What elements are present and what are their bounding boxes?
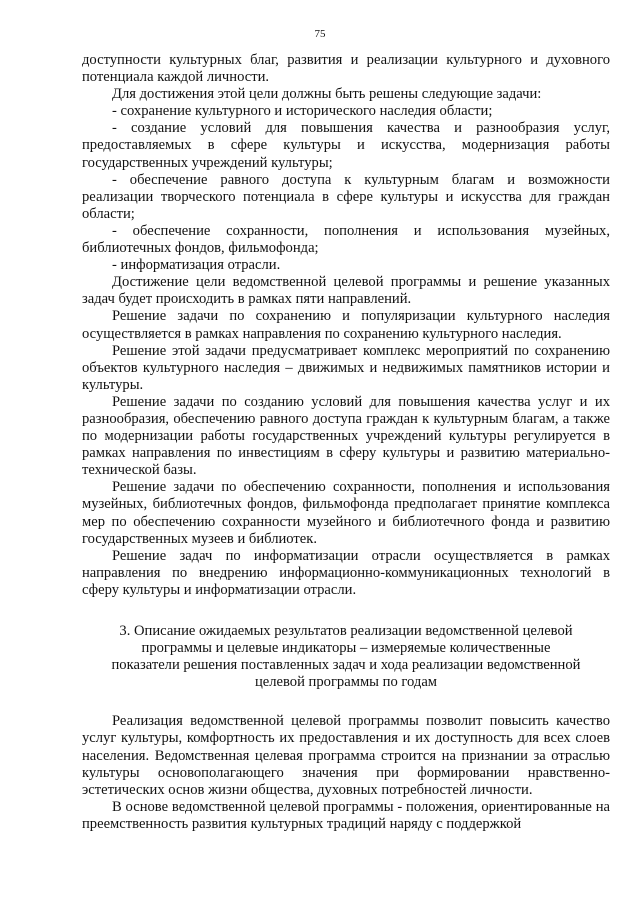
- paragraph: Для достижения этой цели должны быть решены следующие задачи:: [112, 86, 542, 103]
- list-item: - создание условий для повышения качества и разнообразия услуг, предоставляемых в сфере культуры и искусства, модернизация работы государственных учреждений культуры;: [82, 120, 610, 171]
- paragraph: Решение задачи по обеспечению сохранности, пополнения и использования музейных, библиотечных фондов, фильмофонда предполагает принятие комплекса мер по обеспечению сохранности музейного и библиотечного фонда и развитию государственных музеев и библиотек.: [82, 479, 610, 547]
- list-item: - сохранение культурного и исторического наследия области;: [112, 103, 493, 120]
- heading-line: целевой программы по годам: [254, 674, 438, 691]
- list-item: - обеспечение равного доступа к культурным благам и возможности реализации творческого потенциала в сфере культуры и искусства для граждан области;: [82, 171, 610, 222]
- paragraph: В основе ведомственной целевой программы - положения, ориентированные на преемственность развития культурных традиций наряду с поддержкой: [82, 798, 610, 832]
- paragraph: Достижение цели ведомственной целевой программы и решение указанных задач будет происходить в рамках пяти направлений.: [82, 274, 610, 308]
- spacer: [82, 691, 610, 713]
- paragraph: Решение задачи по созданию условий для повышения качества услуг и их разнообразия, обеспечению равного доступа граждан к культурным благам, а также по модернизации работы государственных учреждений культуры регулируется в рамках направления по инвестициям в сферу культуры и развитию материально-технической базы.: [82, 393, 610, 479]
- heading-line: показатели решения поставленных задач и хода реализации ведомственной: [111, 657, 581, 674]
- paragraph: доступности культурных благ, развития и реализации культурного и духовного потенциала каждой личности.: [82, 52, 610, 86]
- paragraph: Реализация ведомственной целевой программы позволит повысить качество услуг культуры, комфортность их предоставления и их доступность для всех слоев населения. Ведомственная целевая программа строится на признании за отраслью культуры основополагающего значения при формировании нравственно-эстетических основ жизни общества, духовных потребностей личности.: [82, 713, 610, 798]
- list-item: - информатизация отрасли.: [112, 257, 281, 274]
- heading-line: 3. Описание ожидаемых результатов реализации ведомственной целевой: [119, 623, 573, 639]
- section-heading: [82, 623, 610, 691]
- heading-line: программы и целевые индикаторы – измеряемые количественные: [141, 640, 551, 657]
- paragraph: Решение задач по информатизации отрасли осуществляется в рамках направления по внедрению информационно-коммуникационных технологий в сферу культуры и информатизации отрасли.: [82, 547, 610, 598]
- page-number: 75: [314, 28, 326, 40]
- list-item: - обеспечение сохранности, пополнения и использования музейных, библиотечных фондов, фильмофонда;: [82, 222, 610, 257]
- paragraph: Решение этой задачи предусматривает комплекс мероприятий по сохранению объектов культурного наследия – движимых и недвижимых памятников истории и культуры.: [82, 342, 610, 393]
- document-body: [82, 52, 610, 833]
- paragraph: Решение задачи по сохранению и популяризации культурного наследия осуществляется в рамках направления по сохранению культурного наследия.: [82, 308, 610, 342]
